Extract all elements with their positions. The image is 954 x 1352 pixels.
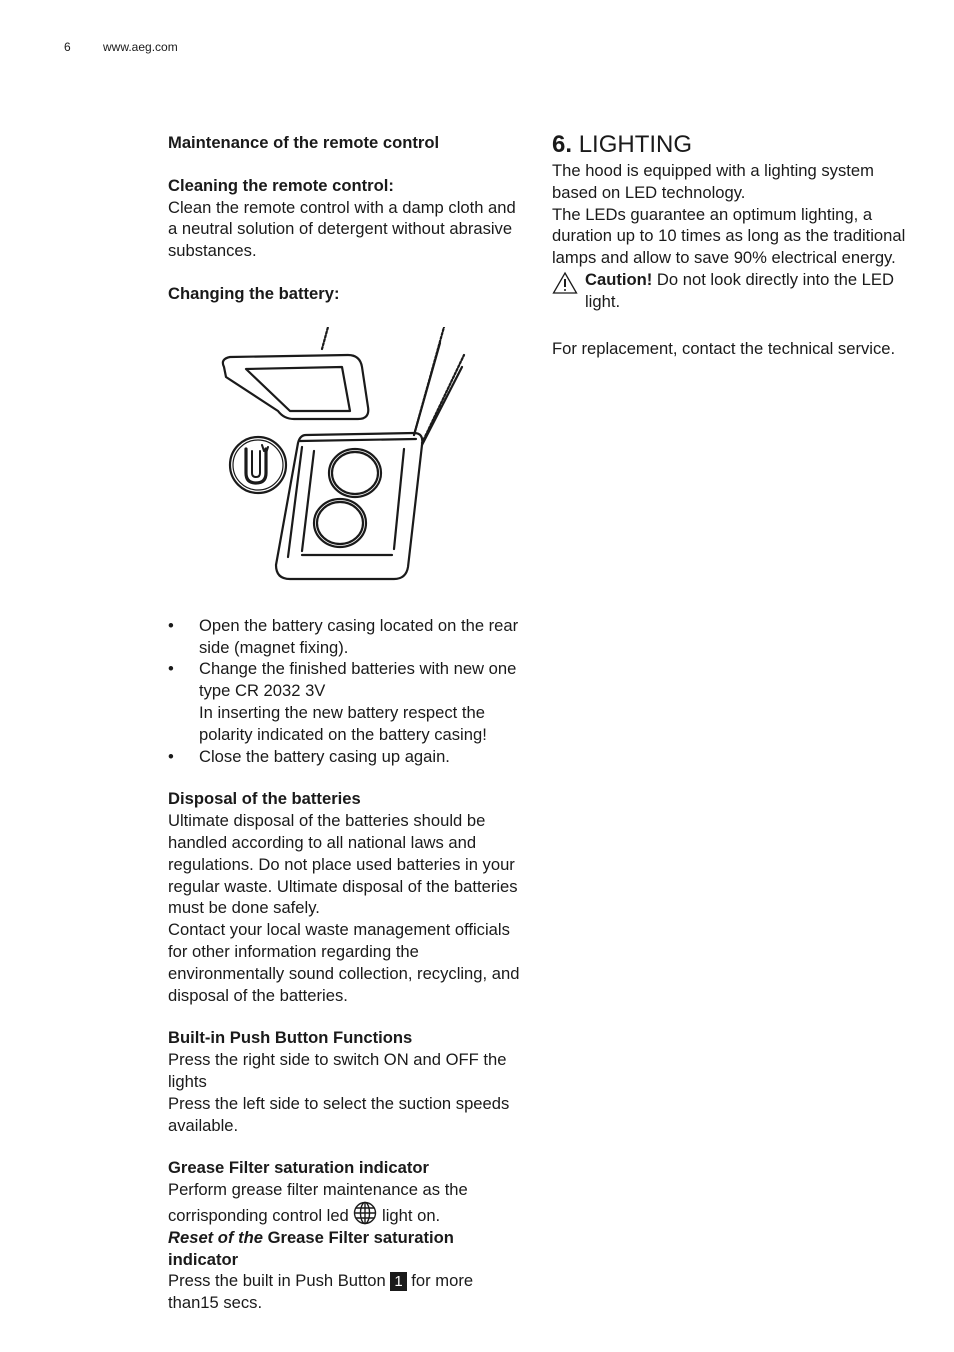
grease-filter-text: Perform grease filter maintenance as the corrisponding control led light on. xyxy=(168,1180,468,1225)
reset-text: Press the built in Push Button 1 for more than15 secs. xyxy=(168,1271,474,1313)
push-button-text-left: Press the left side to select the suction speeds available. xyxy=(168,1093,510,1135)
page-header xyxy=(64,40,178,54)
disposal-text: Ultimate disposal of the batteries should be handled according to all national laws and regulations. Do not place used batteries in your regular waste. Ultimate disposal of the batteries must be done safely. xyxy=(168,811,518,918)
push-button-title: Built-in Push Button Functions xyxy=(168,1028,413,1048)
grease-filter-globe-icon xyxy=(353,1201,377,1225)
disposal-title: Disposal of the batteries xyxy=(168,789,361,809)
replacement-text: For replacement, contact the technical service. xyxy=(552,338,896,358)
battery-steps-list xyxy=(168,615,528,768)
warning-triangle-icon xyxy=(552,271,578,295)
lighting-intro: The hood is equipped with a lighting system based on LED technology. xyxy=(552,161,874,202)
push-button-number-badge: 1 xyxy=(390,1272,406,1291)
right-column xyxy=(552,130,922,359)
battery-casing xyxy=(276,433,422,579)
website-url: www.aeg.com xyxy=(103,40,178,54)
cleaning-text: Clean the remote control with a damp cloth and a neutral solution of detergent without abrasive substances. xyxy=(168,197,516,261)
left-column xyxy=(168,132,528,1314)
disposal-contact-text: Contact your local waste management officials for other information regarding the environmentally sound collection, recycling, and disposal of the batteries. xyxy=(168,920,520,1005)
reset-title: Reset of the Grease Filter saturation indicator xyxy=(168,1227,454,1269)
list-item: • Close the battery casing up again. xyxy=(168,746,450,766)
magnet-icon xyxy=(230,437,286,493)
caution-note: Caution! Do not look directly into the LED light. xyxy=(552,269,922,313)
list-item: • Change the finished batteries with new one type CR 2032 3V In inserting the new battery respect the polarity indicated on the battery casing! xyxy=(168,659,517,744)
section-title: 6. LIGHTING xyxy=(552,131,693,158)
maintenance-title: Maintenance of the remote control xyxy=(168,133,440,152)
grease-filter-title: Grease Filter saturation indicator xyxy=(168,1158,429,1178)
lighting-led-text: The LEDs guarantee an optimum lighting, a duration up to 10 times as long as the traditional lamps and allow to save 90% electrical energy. xyxy=(552,204,906,268)
battery-replacement-illustration xyxy=(218,327,478,589)
battery-bottom xyxy=(314,499,366,547)
list-item: • Open the battery casing located on the rear side (magnet fixing). xyxy=(168,615,519,657)
page-number: 6 xyxy=(64,40,71,54)
battery-title: Changing the battery: xyxy=(168,283,340,303)
push-button-text-right: Press the right side to switch ON and OFF the lights xyxy=(168,1050,507,1091)
cleaning-title: Cleaning the remote control: xyxy=(168,175,394,195)
battery-top xyxy=(329,449,381,497)
